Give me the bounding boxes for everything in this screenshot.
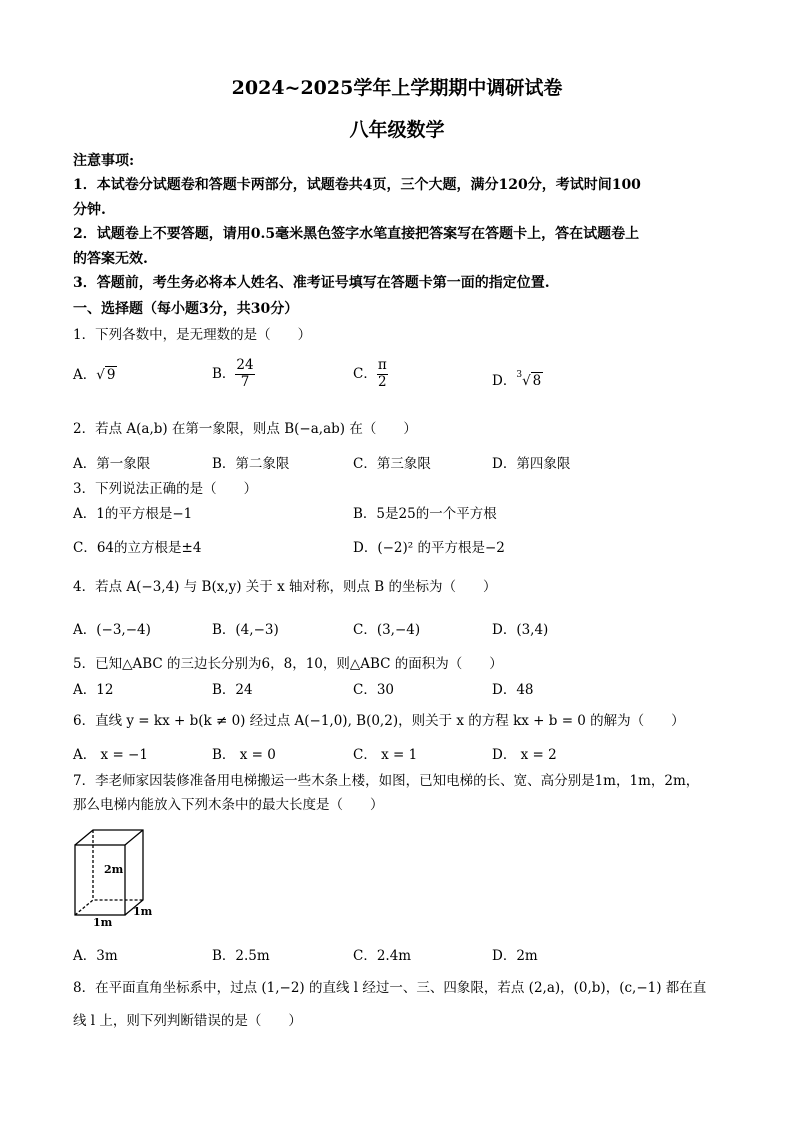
section-1-heading: 一、选择题（每小题3分，共30分） [73,301,299,317]
question-6-option-a: A． x = −1 [73,747,148,763]
question-2-option-c: C．第三象限 [353,456,431,472]
notice-item-3: 3．答题前，考生务必将本人姓名、准考证号填写在答题卡第一面的指定位置. [73,275,550,291]
option-d-root-index: 3 [516,370,523,380]
question-2-option-d: D．第四象限 [492,456,571,472]
notice-heading: 注意事项: [73,153,135,169]
question-2-stem: 2．若点 A(a,b) 在第一象限，则点 B(−a,ab) 在（ ） [73,421,417,437]
question-7-option-b: B．2.5m [212,948,270,964]
exam-title: 2024~2025学年上学期期中调研试卷 [231,77,563,99]
question-4-option-b: B．(4,−3) [212,622,279,638]
option-a-radicand: 9 [106,367,116,383]
notice-item-2-cont: 的答案无效. [73,251,148,267]
question-2-option-a: A．第一象限 [73,456,151,472]
question-8-stem-line-2: 线 l 上，则下列判断错误的是（ ） [73,1013,302,1029]
question-5-option-a: A．12 [73,682,114,698]
question-6-stem: 6．直线 y = kx + b(k ≠ 0) 经过点 A(−1,0), B(0,2)，则关于 x 的方程 kx + b = 0 的解为（ ） [73,713,685,729]
question-3-stem: 3．下列说法正确的是（ ） [73,481,258,497]
question-6-option-b: B． x = 0 [212,747,276,763]
figure-height-label: 2m [104,863,124,876]
question-5-option-b: B．24 [212,682,253,698]
option-b-fraction [235,358,254,390]
question-7-option-d: D．2m [492,948,538,964]
question-3-option-a: A．1的平方根是−1 [73,506,193,522]
question-3-option-b: B．5是25的一个平方根 [353,506,497,522]
option-c-label: C． [353,366,377,382]
question-4-option-d: D．(3,4) [492,622,549,638]
question-6-option-d: D． x = 2 [492,747,557,763]
option-c-fraction [377,358,388,390]
notice-item-1: 1．本试卷分试题卷和答题卡两部分，试题卷共4页，三个大题，满分120分，考试时间100 [73,177,641,193]
box-top-edge [125,830,143,845]
figure-length-label: 1m [93,916,113,929]
option-c-denominator: 2 [377,374,387,390]
question-4-option-c: C．(3,−4) [353,622,421,638]
question-6-option-c: C． x = 1 [353,747,418,763]
question-1-option-c [353,353,388,395]
question-5-option-d: D．48 [492,682,534,698]
notice-item-1-cont: 分钟. [73,202,106,218]
option-d-label: D． [492,373,517,389]
question-1-option-d: D．$^3$√ 8 [492,370,542,389]
question-4-option-a: A．(−3,−4) [73,622,151,638]
question-5-option-c: C．30 [353,682,395,698]
question-7-stem-line-1: 7．李老师家因装修准备用电梯搬运一些木条上楼，如图，已知电梯的长、宽、高分别是1m，1m，2m， [73,773,700,789]
question-1-option-b [212,353,255,395]
option-b-numerator: 24 [236,357,254,374]
question-5-stem: 5．已知△ABC 的三边长分别为6，8，10，则△ABC 的面积为（ ） [73,656,503,672]
question-7-stem-line-2: 那么电梯内能放入下列木条中的最大长度是（ ） [73,797,384,813]
option-a-label: A． [73,367,97,383]
option-d-radicand: 8 [532,373,542,389]
question-2-option-b: B．第二象限 [212,456,290,472]
notice-item-2: 2．试题卷上不要答题，请用0.5毫米黑色签字水笔直接把答案写在答题卡上，答在试题卷上 [73,226,640,242]
question-8-stem-line-1: 8．在平面直角坐标系中，过点 (1,−2) 的直线 l 经过一、三、四象限，若点 (2,a)，(0,b)，(c,−1) 都在直 [73,980,707,996]
question-3-option-d: D．(−2)² 的平方根是−2 [353,540,505,556]
option-b-denominator: 7 [240,374,250,390]
option-b-label: B． [212,366,236,382]
question-1-option-a: A．√ 9 [73,367,116,383]
question-1-stem: 1．下列各数中，是无理数的是（ ） [73,327,312,343]
question-4-stem: 4．若点 A(−3,4) 与 B(x,y) 关于 x 轴对称，则点 B 的坐标为（ ） [73,579,497,595]
question-7-option-a: A．3m [73,948,118,964]
question-3-option-c: C．64的立方根是±4 [73,540,202,556]
exam-subtitle: 八年级数学 [349,119,445,141]
question-7-option-c: C．2.4m [353,948,412,964]
box-front-face [75,845,125,915]
figure-width-label: 1m [133,905,153,918]
option-c-numerator: π [377,357,387,374]
